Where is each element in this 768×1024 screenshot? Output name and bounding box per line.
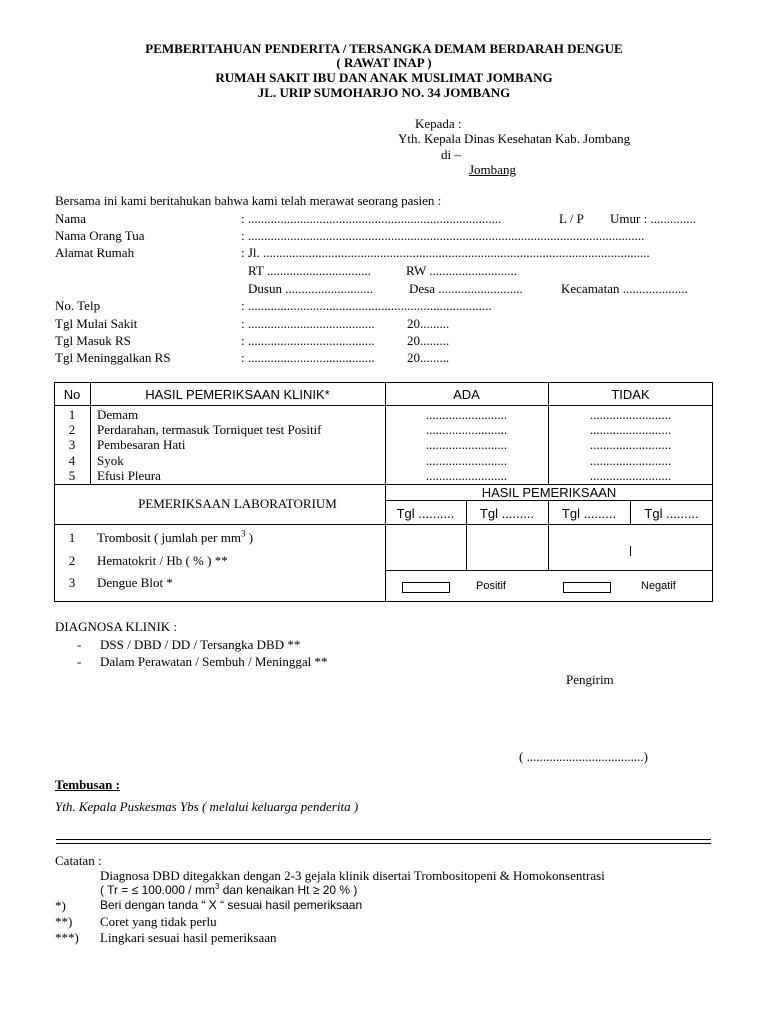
nama-label: Nama (55, 211, 87, 226)
rw-field: RW ........................... (406, 263, 517, 278)
note-mark: ***) (55, 930, 79, 945)
tembusan-text: Yth. Kepala Puskesmas Ybs ( melalui keluarga penderita ) (55, 799, 359, 814)
date-column-header: Tgl .......... (396, 506, 455, 521)
desa-field: Desa .......................... (409, 281, 523, 296)
clinical-row-tidak: ......................... (589, 437, 672, 452)
col-ada-header: ADA (453, 387, 480, 402)
clinical-row-ada: ......................... (425, 453, 508, 468)
diagnosis-item-1: DSS / DBD / DD / Tersangka DBD ** (100, 637, 301, 652)
date-column-header: Tgl ......... (479, 506, 535, 521)
divider (56, 839, 711, 840)
negative-checkbox[interactable] (563, 582, 611, 593)
notes-line-2: ( Tr = ≤ $100.000 / mm^3$ dan kenaikan Ht ≥ 20 % ) (100, 882, 358, 897)
clinical-row-ada: ......................... (425, 422, 508, 437)
positive-checkbox[interactable] (402, 582, 450, 593)
clinical-row-no: 1 (68, 407, 76, 422)
note-text: Beri dengan tanda “ X “ sesuai hasil pemeriksaan (100, 898, 363, 912)
lab-header: PEMERIKSAAN LABORATORIUM (138, 496, 337, 511)
onset-date-field: : ....................................... (241, 316, 375, 331)
hospital-name: RUMAH SAKIT IBU DAN ANAK MUSLIMAT JOMBANG (215, 70, 553, 85)
col-clinical-header: HASIL PEMERIKSAAN KLINIK* (145, 387, 330, 402)
clinical-row-no: 2 (68, 422, 76, 437)
lab-row-label: Trombosit ( jumlah per $mm^3$ ) (97, 528, 254, 545)
clinical-row-ada: ......................... (425, 437, 508, 452)
clinical-row-tidak: ......................... (589, 422, 672, 437)
negative-label: Negatif (641, 580, 676, 592)
clinical-row-tidak: ......................... (589, 407, 672, 422)
clinical-row-no: 3 (68, 437, 76, 452)
dusun-field: Dusun ........................... (248, 281, 373, 296)
discharge-date-field: : ....................................... (241, 350, 375, 365)
admission-date-field: : ....................................... (241, 333, 375, 348)
recipient-di: di – (441, 147, 461, 162)
clinical-row-label: Efusi Pleura (97, 468, 161, 483)
lab-row-label: Dengue Blot * (97, 575, 173, 590)
admission-year-field: 20......... (407, 333, 450, 348)
clinical-row-ada: ......................... (425, 468, 508, 483)
lab-row-label: Hematokrit / Hb ( % ) ** (97, 553, 228, 568)
col-tidak-header: TIDAK (611, 387, 650, 402)
clinical-row-label: Perdarahan, termasuk Torniquet test Positif (97, 422, 322, 437)
note-text: Coret yang tidak perlu (100, 914, 217, 929)
parent-name-label: Nama Orang Tua (55, 228, 145, 243)
clinical-row-ada: ......................... (425, 407, 508, 422)
note-mark: *) (55, 898, 66, 913)
clinical-row-label: Demam (97, 407, 139, 422)
note-text: Lingkari sesuai hasil pemeriksaan (100, 930, 277, 945)
nama-field: : .............................................................................. (241, 211, 502, 226)
header-subtitle: ( RAWAT INAP ) (336, 55, 432, 70)
address-label: Alamat Rumah (55, 245, 135, 260)
header-title: PEMBERITAHUAN PENDERITA / TERSANGKA DEMAM BERDARAH DENGUE (145, 41, 623, 56)
rt-field: RT ................................ (248, 263, 371, 278)
col-no-header: No (63, 387, 81, 402)
intro-text: Bersama ini kami beritahukan bahwa kami telah merawat seorang pasien : (55, 193, 442, 208)
diagnosis-title: DIAGNOSA KLINIK : (55, 619, 178, 634)
recipient-city: Jombang (469, 162, 516, 177)
onset-year-field: 20......... (407, 316, 450, 331)
clinical-row-tidak: ......................... (589, 468, 672, 483)
diagnosis-dash: - (77, 654, 82, 669)
lab-row-no: 1 (68, 530, 76, 545)
phone-field: : ........................................................................... (241, 298, 492, 313)
parent-name-field: : .......................................................................................................................... (241, 228, 645, 243)
tembusan-title: Tembusan : (55, 777, 120, 792)
results-header: HASIL PEMERIKSAAN (481, 485, 617, 500)
note-mark: **) (55, 914, 73, 929)
discharge-year-field: 20......... (407, 350, 450, 365)
sender-label: Pengirim (566, 672, 614, 687)
admission-date-label: Tgl Masuk RS (55, 333, 131, 348)
age-field: Umur : .............. (610, 211, 696, 226)
clinical-row-label: Syok (97, 453, 124, 468)
lab-row-no: 2 (68, 553, 76, 568)
clinical-row-no: 5 (68, 468, 76, 483)
clinical-row-label: Pembesaran Hati (97, 437, 186, 452)
divider (56, 843, 711, 844)
date-column-header: Tgl ......... (644, 506, 699, 521)
recipient-yth: Yth. Kepala Dinas Kesehatan Kab. Jombang (398, 131, 631, 146)
diagnosis-item-2: Dalam Perawatan / Sembuh / Meninggal ** (100, 654, 328, 669)
hospital-address: JL. URIP SUMOHARJO NO. 34 JOMBANG (257, 85, 511, 100)
positive-label: Positif (476, 580, 506, 592)
sender-signature: ( ....................................) (519, 749, 648, 764)
recipient-kepada: Kepada : (415, 116, 462, 131)
address-field: : Jl. ....................................................................................................................... (241, 245, 650, 260)
clinical-row-tidak: ......................... (589, 453, 672, 468)
notes-title: Catatan : (55, 853, 102, 868)
kecamatan-field: Kecamatan .................... (561, 281, 688, 296)
date-column-header: Tgl ......... (561, 506, 617, 521)
gender-field: L / P (559, 211, 584, 226)
clinical-row-no: 4 (68, 453, 76, 468)
discharge-date-label: Tgl Meninggalkan RS (55, 350, 171, 365)
onset-date-label: Tgl Mulai Sakit (55, 316, 138, 331)
phone-label: No. Telp (55, 298, 101, 313)
diagnosis-dash: - (77, 637, 82, 652)
lab-row-no: 3 (68, 575, 76, 590)
notes-line-1: Diagnosa DBD ditegakkan dengan 2-3 gejala klinik disertai Trombositopeni & Homokonsentrasi (100, 868, 605, 883)
